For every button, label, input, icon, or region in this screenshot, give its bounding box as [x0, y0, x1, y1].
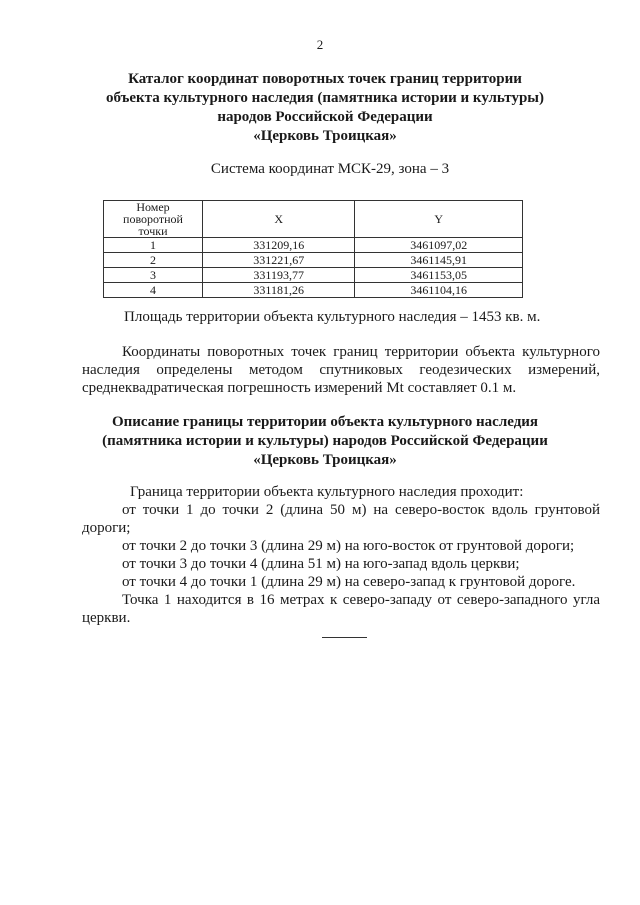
end-separator — [322, 637, 367, 638]
boundary-segment: от точки 3 до точки 4 (длина 51 м) на юго-запад вдоль церкви; — [122, 556, 520, 572]
y-cell: 3461153,05 — [355, 268, 523, 283]
y-cell: 3461097,02 — [355, 238, 523, 253]
header-point-number: Номер поворотной точки — [104, 201, 203, 238]
description-title-line: «Церковь Троицкая» — [253, 452, 397, 468]
header-y: Y — [355, 201, 523, 238]
accuracy-paragraph: Координаты поворотных точек границ территории объекта культурного наследия определены методом спутниковых геодезических измерений, среднеквадратическая погрешность измерений Mt составляет 0.1 м. — [82, 344, 600, 396]
catalog-title-line: Каталог координат поворотных точек границ территории — [128, 71, 522, 87]
x-cell: 331209,16 — [203, 238, 355, 253]
y-cell: 3461145,91 — [355, 253, 523, 268]
catalog-title-line: «Церковь Троицкая» — [253, 128, 397, 144]
x-cell: 331193,77 — [203, 268, 355, 283]
table-row — [104, 268, 523, 283]
x-cell: 331181,26 — [203, 283, 355, 298]
description-title-line: Описание границы территории объекта культурного наследия — [111, 414, 539, 430]
table-row — [104, 253, 523, 268]
table-row — [104, 283, 523, 298]
boundary-segment: от точки 1 до точки 2 (длина 50 м) на северо-восток вдоль грунтовой дороги; — [82, 502, 600, 536]
coordinates-table — [103, 200, 523, 298]
boundary-segment: от точки 2 до точки 3 (длина 29 м) на юго-восток от грунтовой дороги; — [122, 538, 575, 554]
boundary-segment: от точки 4 до точки 1 (длина 29 м) на северо-запад к грунтовой дороге. — [122, 574, 576, 590]
point-number-cell: 3 — [104, 268, 203, 283]
boundary-description — [82, 483, 600, 627]
page-number: 2 — [316, 37, 324, 52]
coordinate-system: Система координат МСК-29, зона – 3 — [210, 161, 450, 177]
description-title — [95, 413, 555, 470]
header-x: X — [203, 201, 355, 238]
table-row — [104, 238, 523, 253]
table-header-row — [104, 201, 523, 238]
point-number-cell: 4 — [104, 283, 203, 298]
catalog-title-line: объекта культурного наследия (памятника истории и культуры) — [105, 90, 544, 106]
description-title-line: (памятника истории и культуры) народов Российской Федерации — [102, 433, 548, 449]
x-cell: 331221,67 — [203, 253, 355, 268]
point-number-cell: 1 — [104, 238, 203, 253]
boundary-intro: Граница территории объекта культурного наследия проходит: — [130, 484, 524, 500]
area-statement: Площадь территории объекта культурного наследия – 1453 кв. м. — [124, 309, 541, 325]
catalog-title — [90, 70, 560, 146]
point-number-cell: 2 — [104, 253, 203, 268]
boundary-reference: Точка 1 находится в 16 метрах к северо-западу от северо-западного угла церкви. — [82, 592, 600, 626]
y-cell: 3461104,16 — [355, 283, 523, 298]
catalog-title-line: народов Российской Федерации — [217, 109, 433, 125]
